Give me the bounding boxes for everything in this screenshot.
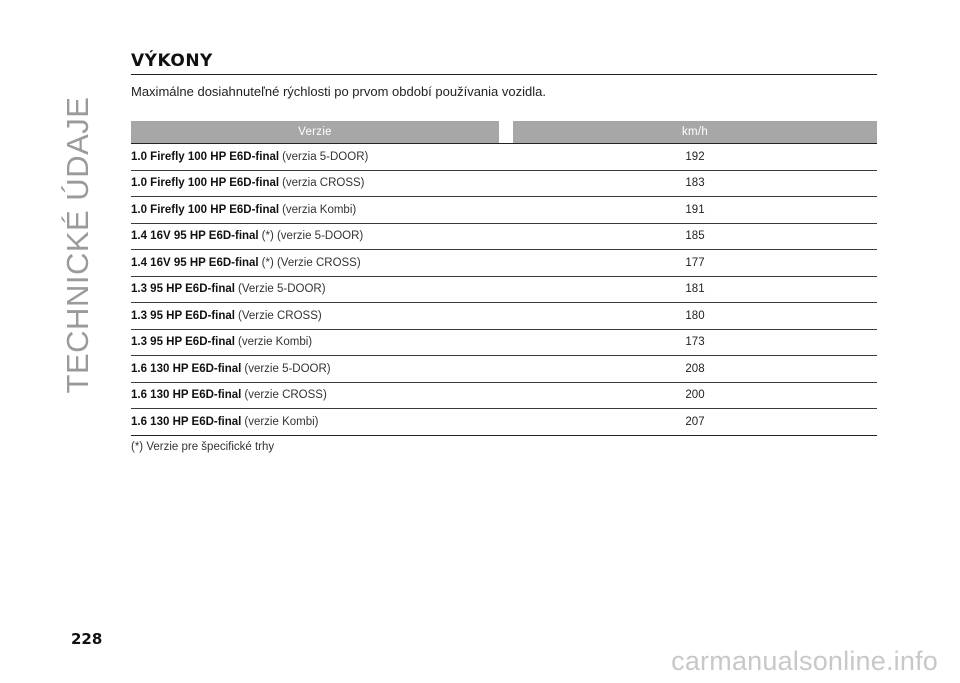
model-name: 1.3 95 HP E6D-final	[131, 283, 235, 296]
speed-cell: 177	[513, 250, 877, 277]
model-variant: (verzie Kombi)	[244, 415, 319, 428]
model-variant: (*) (verzie 5-DOOR)	[261, 230, 364, 243]
gap-cell	[499, 250, 513, 277]
model-name: 1.0 Firefly 100 HP E6D-final	[131, 150, 280, 163]
header-version: Verzie	[131, 121, 499, 143]
speed-cell: 180	[513, 303, 877, 330]
speed-cell: 192	[513, 143, 877, 171]
chapter-side-label: TECHNICKÉ ÚDAJE	[60, 96, 95, 394]
speed-cell: 173	[513, 330, 877, 357]
table-row	[131, 171, 877, 198]
speed-cell: 208	[513, 356, 877, 383]
version-cell	[131, 356, 499, 383]
version-cell	[131, 277, 499, 304]
table-row	[131, 356, 877, 383]
model-name: 1.3 95 HP E6D-final	[131, 309, 235, 322]
model-variant: (Verzie 5-DOOR)	[237, 283, 326, 296]
model-name: 1.0 Firefly 100 HP E6D-final	[131, 203, 280, 216]
model-name: 1.6 130 HP E6D-final	[131, 362, 242, 375]
model-variant: (*) (Verzie CROSS)	[261, 256, 361, 269]
gap-cell	[499, 409, 513, 436]
version-cell	[131, 197, 499, 224]
speed-cell: 191	[513, 197, 877, 224]
gap-cell	[499, 143, 513, 171]
table-header-row	[131, 121, 877, 143]
gap-cell	[499, 171, 513, 198]
version-cell	[131, 250, 499, 277]
table-row	[131, 330, 877, 357]
model-variant: (verzie Kombi)	[237, 336, 313, 349]
speed-cell: 207	[513, 409, 877, 436]
speed-cell: 185	[513, 224, 877, 251]
table-body	[131, 143, 877, 436]
version-cell	[131, 303, 499, 330]
table-row	[131, 277, 877, 304]
model-variant: (verzie CROSS)	[244, 389, 327, 402]
version-cell	[131, 330, 499, 357]
model-variant: (verzie 5-DOOR)	[244, 362, 331, 375]
table-row	[131, 409, 877, 436]
version-cell	[131, 143, 499, 171]
speed-table	[131, 121, 877, 436]
version-cell	[131, 383, 499, 410]
model-variant: (verzia Kombi)	[282, 203, 357, 216]
table-row	[131, 303, 877, 330]
model-name: 1.4 16V 95 HP E6D-final	[131, 256, 259, 269]
gap-cell	[499, 277, 513, 304]
gap-cell	[499, 303, 513, 330]
gap-cell	[499, 224, 513, 251]
site-watermark: carmanualsonline.info	[671, 646, 938, 676]
header-speed: km/h	[513, 121, 877, 143]
gap-cell	[499, 330, 513, 357]
page-content	[131, 52, 877, 453]
table-row	[131, 224, 877, 251]
version-cell	[131, 409, 499, 436]
model-name: 1.6 130 HP E6D-final	[131, 415, 242, 428]
table-row	[131, 383, 877, 410]
version-cell	[131, 224, 499, 251]
table-row	[131, 197, 877, 224]
version-cell	[131, 171, 499, 198]
table-footnote: (*) Verzie pre špecifické trhy	[131, 440, 275, 453]
section-title: VÝKONY	[131, 52, 877, 75]
model-variant: (Verzie CROSS)	[237, 309, 322, 322]
speed-cell: 183	[513, 171, 877, 198]
table-row	[131, 250, 877, 277]
model-name: 1.6 130 HP E6D-final	[131, 389, 242, 402]
gap-cell	[499, 197, 513, 224]
speed-cell: 200	[513, 383, 877, 410]
section-intro: Maximálne dosiahnuteľné rýchlosti po prvom období používania vozidla.	[131, 84, 546, 99]
model-name: 1.4 16V 95 HP E6D-final	[131, 230, 259, 243]
speed-cell: 181	[513, 277, 877, 304]
model-name: 1.3 95 HP E6D-final	[131, 336, 235, 349]
page-number: 228	[71, 630, 103, 648]
model-variant: (verzia CROSS)	[282, 177, 365, 190]
gap-cell	[499, 383, 513, 410]
table-row	[131, 143, 877, 171]
header-gap	[499, 121, 513, 143]
gap-cell	[499, 356, 513, 383]
model-variant: (verzia 5-DOOR)	[282, 150, 369, 163]
model-name: 1.0 Firefly 100 HP E6D-final	[131, 177, 280, 190]
